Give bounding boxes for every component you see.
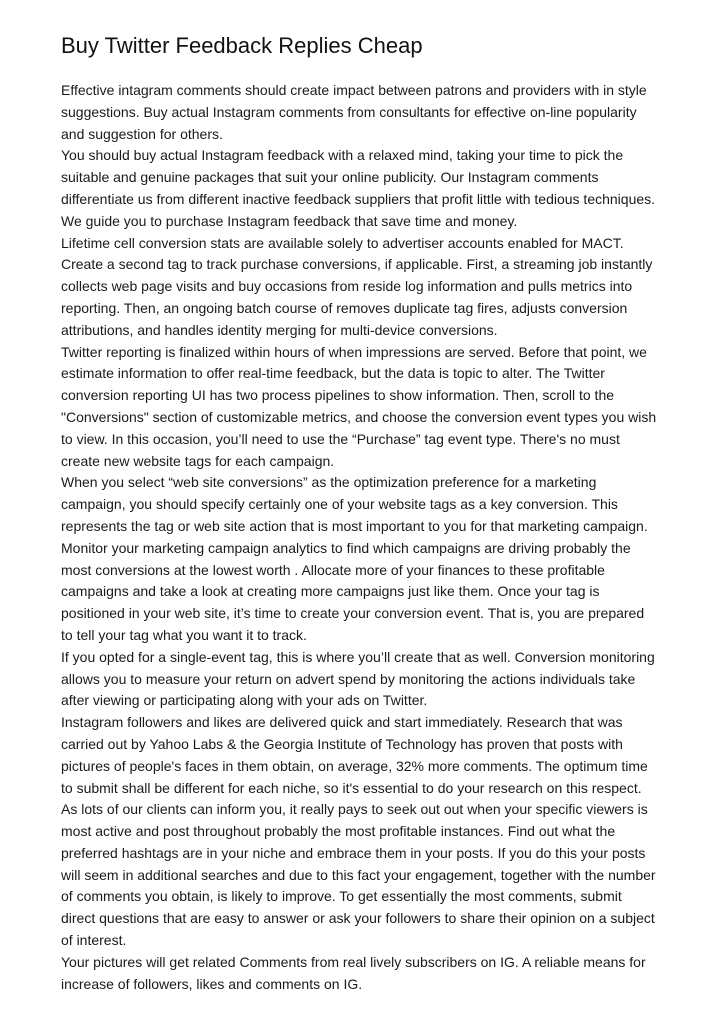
paragraph: You should buy actual Instagram feedback with a relaxed mind, taking your time to pick the suitable and genuine packages that suit your online publicity. Our Instagram comments differentiate us from different inactive feedback suppliers that profit little with tedious techniques. We guide you to purchase Instagram feedback that save time and money. [61,147,656,229]
document-body [61,80,659,995]
paragraph: Twitter reporting is finalized within hours of when impressions are served. Before that point, we estimate information to offer real-time feedback, but the data is topic to alter. The Twitter conversion reporting UI has two process pipelines to show information. Then, scroll to the "Conversions" section of customizable metrics, and choose the conversion event types you wish to view. In this occasion, you’ll need to use the “Purchase” tag event type. There's no must create new website tags for each campaign. [61,343,657,469]
paragraph: Effective intagram comments should create impact between patrons and providers with in style suggestions. Buy actual Instagram comments from consultants for effective on-line popularity and suggestion for others. [61,82,647,142]
paragraph: Your pictures will get related Comments from real lively subscribers on IG. A reliable means for increase of followers, likes and comments on IG. [61,953,646,992]
paragraph: If you opted for a single-event tag, this is where you’ll create that as well. Conversion monitoring allows you to measure your return on advert spend by monitoring the actions individuals take after viewing or participating along with your ads on Twitter. [61,648,655,709]
paragraph: When you select “web site conversions” as the optimization preference for a marketing campaign, you should specify certainly one of your website tags as a key conversion. This represents the tag or web site action that is most important to you for that marketing campaign. Monitor your marketing campaign analytics to find which campaigns are driving probably the most conversions at the lowest worth . Allocate more of your finances to these profitable campaigns and take a look at creating more campaigns just like them. Once your tag is positioned in your web site, it’s time to create your conversion event. That is, you are prepared to tell your tag what you want it to track. [61,474,648,643]
page-title: Buy Twitter Feedback Replies Cheap [61,33,423,58]
paragraph: Lifetime cell conversion stats are available solely to advertiser accounts enabled for MACT. [61,234,624,251]
paragraph: Instagram followers and likes are delivered quick and start immediately. Research that was carried out by Yahoo Labs & the Georgia Institute of Technology has proven that posts with pictures of people's faces in them obtain, on average, 32% more comments. The optimum time to submit shall be different for each niche, so it's essential to do your research on this respect. As lots of our clients can inform you, it really pays to seek out out when your specific viewers is most active and post throughout probably the most profitable instances. Find out what the preferred hashtags are in your niche and embrace them in your posts. If you do this your posts will seem in additional searches and due to this fact your engagement, together with the number of comments you obtain, is likely to improve. To get essentially the most comments, submit direct questions that are easy to answer or ask your followers to share their opinion on a subject of interest. [61,714,656,949]
paragraph: Create a second tag to track purchase conversions, if applicable. First, a streaming job instantly collects web page visits and buy occasions from reside log information and pulls metrics into reporting. Then, an ongoing batch course of removes duplicate tag fires, adjusts conversion attributions, and handles identity merging for multi-device conversions. [61,256,653,338]
